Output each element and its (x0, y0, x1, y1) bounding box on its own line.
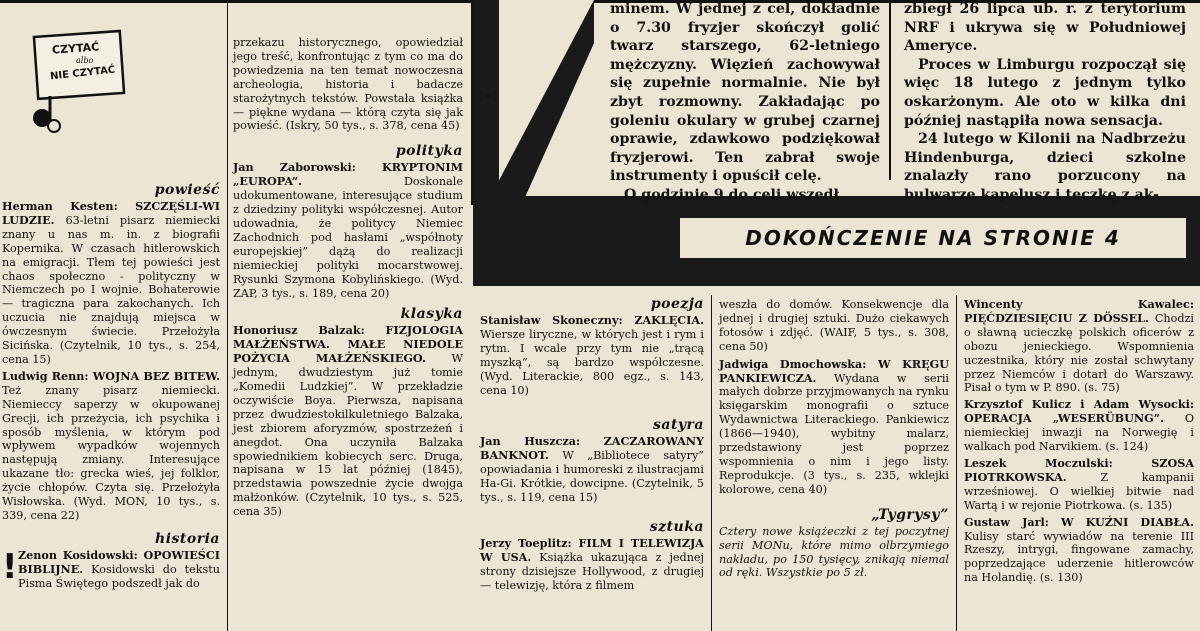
section-klasyka: klasyka (400, 306, 463, 323)
review-jarl (964, 516, 1194, 586)
review-dmochowska (719, 358, 949, 497)
review-skoneczny (480, 314, 704, 397)
review-kesten (2, 200, 220, 367)
review-heading: Wincenty Kawalec: PIĘĆDZIESIĘCIU Z DÖSSEL. (964, 297, 1194, 325)
column-1 (2, 178, 220, 631)
review-body: Kosidowski do tekstu Pisma Świętego podszedł jak do (18, 562, 220, 590)
column-rule (711, 295, 712, 631)
section-poezja: poezja (650, 296, 704, 312)
review-renn (2, 370, 220, 523)
review-balzak (233, 324, 463, 519)
banner-text: DOKOŃCZENIE NA STRONIE 4 (745, 226, 1121, 250)
section-historia: historia (155, 530, 220, 547)
review-heading: Jan Huszcza: ZACZAROWANY BANKNOT. (480, 434, 704, 463)
review-heading: Leszek Moczulski: SZOSA PIOTRKOWSKA. (964, 455, 1194, 484)
section-powiesc: powieść (154, 182, 220, 198)
review-toeplitz (480, 537, 704, 593)
column-rule (227, 0, 228, 631)
review-kosidowski-cont: przekazu historycznego, opowiedział jego treść, konfrontując z tym co ma do powiedzenia na ten temat nowoczesna archeologia, historia i badacze starożytnych tekstów. Powstała książka — piękne wydana — którą czyta się jak powieść. (Iskry, 50 tys., s. 378, cena 45) (233, 36, 463, 133)
column-3 (610, 0, 880, 203)
column-7 (964, 298, 1194, 631)
review-body: 63-letni pisarz niemiecki znany u nas m. in. z biografii Kopernika. W czasach hitlerowskich na emigracji. Tłem tej powieści jest chaos społeczno - polityczny w Niemczech po I wojnie. Bohaterowie — tragiczna para zakochanych. Ich uczucia nie znajdują miejsca w ówczesnym świecie. Przełożyła Sicińska. (Czytelnik, 10 tys., s. 254, cena 15) (2, 213, 220, 366)
review-body: Też znany pisarz niemiecki. Niemieccy saperzy w okupowanej Grecji, ich przeżycia, ich psychika i sposób myślenia, w którym pod wpływem wypadków wojennych następują zmiany. Interesujące ukazane tło: grecka wieś, jej folklor, życie chłopów. Czyta się. Przełożyła Wisłowska. (Wyd. MON, 10 tys., s. 339, cena 22) (2, 383, 220, 522)
section-polityka: polityka (395, 143, 463, 160)
review-body: Doskonale udokumentowane, interesujące studium z dziedziny polityki współczesnej. Autor udowadnia, że politycy Niemiec Zachodnich pod hasłami „współnoty europejskiej” dążą do realizacji niemieckiej polityki mocarstwowej. Rysunki Szymona Kobylińskiego. (Wyd. ZAP, 3 tys., s. 189, cena 20) (233, 175, 463, 300)
review-body: O niemieckiej inwazji na Norwegię i walkach pod Narvikiem. (s. 124) (964, 412, 1195, 454)
review-kulicz (964, 398, 1194, 454)
article-text-last: O godzinie 9 do celi wszedł (624, 186, 839, 203)
article-text: zbiegł 26 lipca ub. r. z terytorium NRF i ukrywa się w Południowej Ameryce. (904, 1, 1186, 55)
logo (28, 30, 128, 138)
logo-line2: albo (76, 56, 94, 65)
review-heading: Stanisław Skoneczny: ZAKLĘCIA. (480, 313, 704, 327)
column-6 (719, 298, 949, 631)
review-huszcza (480, 435, 704, 505)
section-sztuka: sztuka (649, 518, 704, 535)
review-body: Z kampanii wrześniowej. O wielkiej bitwie nad Wartą i w rejonie Piotrkowa. (s. 135) (964, 470, 1194, 512)
section-satyra: satyra (652, 417, 704, 434)
review-body: Chodzi o sławną ucieczkę polskich oficerów z obozu jenieckiego. Wspomnienia uczestnika, który nie został schwytany przez Niemców i dotarł do Warszawy. Pisał o tym w P. 890. (s. 75) (964, 311, 1195, 395)
logo-line3: NIE CZYTAĆ (49, 64, 116, 83)
review-heading: Krzysztof Kulicz i Adam Wysocki: OPERACJA „WESERÜBUNG”. (964, 397, 1194, 426)
review-heading: Jerzy Toeplitz: FILM I TELEWIZJA W USA. (480, 535, 704, 564)
section-tygrysy: „Tygrysy” (871, 506, 949, 523)
review-toeplitz-cont: weszła do domów. Konsekwencje dla jednej i drugiej sztuki. Dużo ciekawych fotosów i zdjęć. (WAIF, 5 tys., s. 308, cena 50) (719, 298, 949, 353)
column-rule (956, 295, 957, 631)
review-heading: Honoriusz Balzak: FIZJOLOGIA MAŁŻEŃSTWA. MAŁE NIEDOLE POŻYCIA MAŁŻEŃSKIEGO. (233, 323, 463, 366)
article-text: minem. W jednej z cel, dokładnie o 7.30 fryzjer skończył golić twarz starszego, 62-letniego mężczyzny. Więzień zachowywał się zupełnie normalnie. Nie był zbyt rozmowny. Zakładając po goleniu okulary w grubej czarnej oprawie, zdawkowo podziękował fryzjerowi. Ten zabrał swoje instrumenty i opuścił celę. (610, 1, 880, 185)
column-5 (480, 292, 704, 631)
review-kawalec (964, 298, 1194, 395)
review-body: Wiersze liryczne, w których jest i rym i rytm. I wcale przy tym nie „trącą myszką”, są bardzo współczesne. (Wyd. Literackie, 800 egz., s. 143, cena 10) (480, 327, 704, 397)
review-body: Wydana w serii małych dobrze przyjmowanych na rynku księgarskim monografii o sztuce Wydawnictwa Literackiego. Pankiewicz (1866—1940), wybitny malarz, przedstawiony jest poprzez wspomnienia o nim i jego listy. Reprodukcje. (3 tys., s. 235, wklejki kolorowe, cena 40) (719, 371, 949, 496)
review-body: Kulisy starć wywiadów na terenie III Rzeszy, intrygi, fingowane zamachy, poprzedzające uderzenie hitlerowców na Holandię. (s. 130) (964, 529, 1194, 585)
article-text: Proces w Limburgu rozpoczął się więc 18 lutego z jednym tylko oskarżonym. Ale oto w kilka dni później nastąpiła nowa sensacja. (904, 56, 1186, 129)
review-heading: Gustaw Jarl: W KUŹNI DIABŁA. (964, 514, 1194, 529)
review-kosidowski (2, 546, 220, 591)
continuation-banner (680, 218, 1186, 258)
column-2 (233, 36, 463, 631)
review-heading: Jan Zaborowski: KRYPTONIM „EUROPA”. (233, 160, 463, 189)
tygrysy-note: Cztery nowe książeczki z tej poczytnej serii MONu, które mimo olbrzymiego nakładu, po 150 tysięcy, znikają niemal od ręki. Wszystkie po 5 zł. (719, 524, 949, 580)
review-heading: Zenon Kosidowski: OPOWIEŚCI BIBLIJNE. (18, 547, 220, 576)
review-body: Książka ukazująca z jednej strony dzisiejsze Hollywood, z drugiej — telewizję, która z filmem (480, 550, 704, 592)
review-zaborowski (233, 161, 463, 300)
review-heading: Jadwiga Dmochowska: W KRĘGU PANKIEWICZA. (719, 356, 949, 385)
review-body: W jednym, dwudziestym już tomie „Komedii Ludzkiej”. W przekładzie oczywiście Boya. Pierwsza, napisana przez dwudziestokilkuletniego Balzaka, jest zbiorem aforyzmów, spostrzeżeń i anegdot. Ona uczyniła Balzaka spowiednikiem kobiecych serc. Druga, napisana w 15 lat później (1845), przedstawia powszednie życie dwojga małżonków. (Czytelnik, 10 tys., s. 525, cena 35) (233, 352, 464, 519)
column-rule (889, 0, 891, 180)
dot (486, 94, 490, 98)
review-heading: Herman Kesten: SZCZĘŚLI-WI LUDZIE. (2, 199, 220, 227)
exclamation-icon: ! (2, 546, 18, 587)
logo-line1: CZYTAĆ (51, 40, 100, 57)
column-4 (904, 0, 1186, 203)
review-heading: Ludwig Renn: WOJNA BEZ BITEW. (2, 368, 220, 383)
review-moczulski (964, 457, 1194, 513)
article-text: 24 lutego w Kilonii na Nadbrzeżu Hindenburga, dzieci szkolne znalazły rano porzucony na bulwarze kapelusz i teczkę z ak- (904, 131, 1186, 203)
review-body: W „Bibliotece satyry” opowiadania i humoreski z ilustracjami Ha-Gi. Krótkie, dowcipne. (Czytelnik, 5 tys., s. 119, cena 15) (480, 449, 704, 505)
